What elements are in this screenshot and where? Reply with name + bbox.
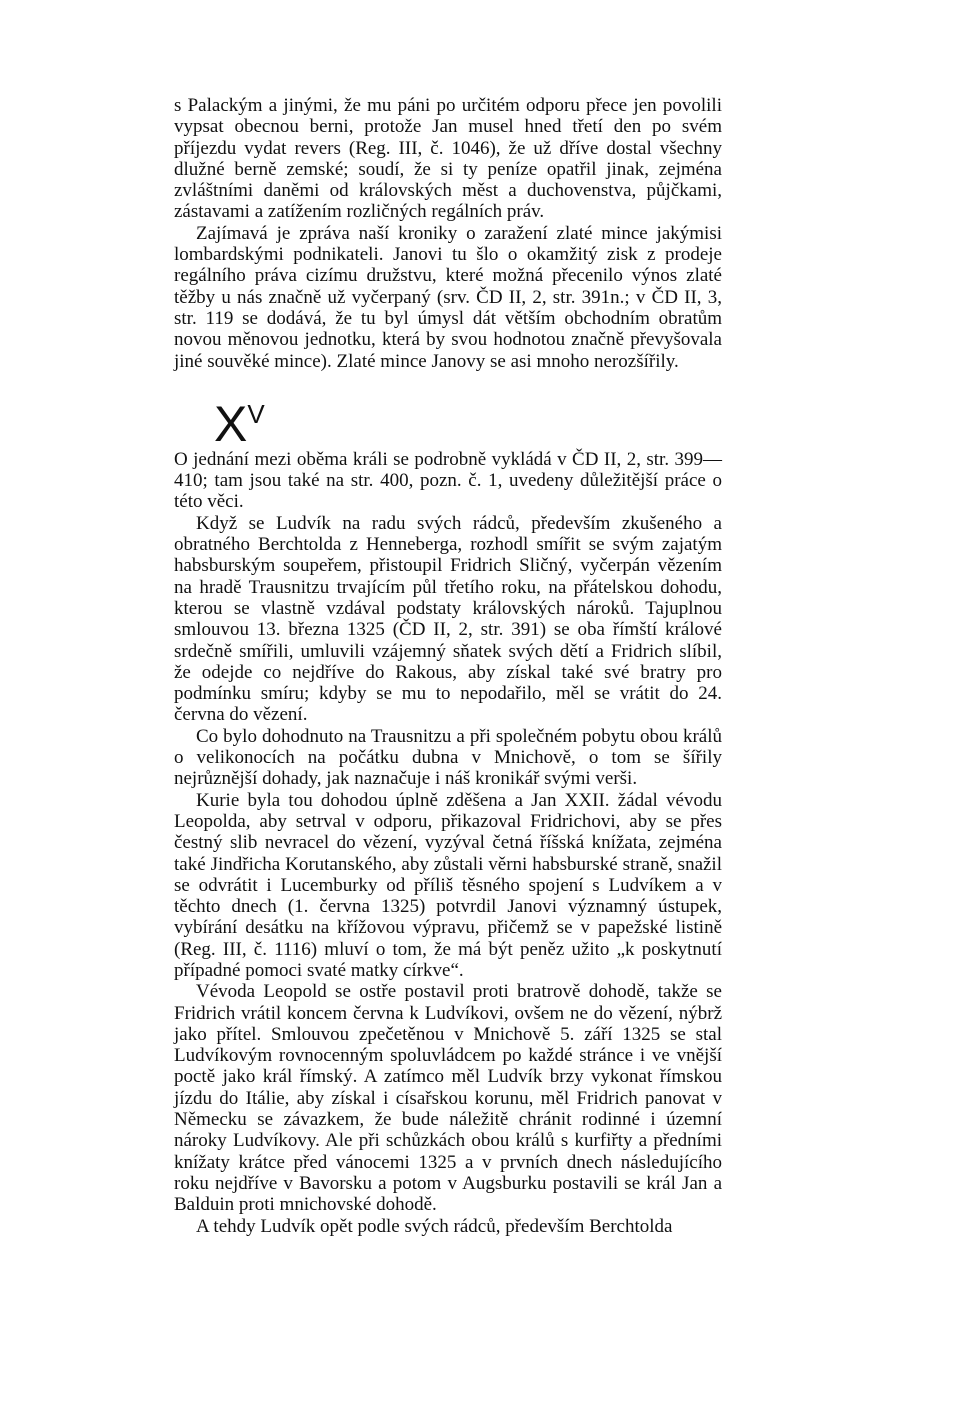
paragraph-trausnitz: Co bylo dohodnuto na Trausnitzu a při společném pobytu obou králů o velikonocích na počátku dubna v Mnichově, o tom se šířily nejrůznější dohady, jak naznačuje i náš kronikář svými verši. [174,725,722,790]
paragraph-gold-coin: Zajímavá je zpráva naší kroniky o zaražení zlaté mince jakýmisi lombardskými podnikateli. Janovi tu šlo o okamžitý zisk z prodeje regálního práva cizímu družstvu, které možná přecenilo výnos zlaté těžby u nás značně už vyčerpaný (srv. ČD II, 2, str. 391n.; v ČD II, 3, str. 119 se dodává, že tu byl úmysl dát větším obchodním obratům novou měnovou jednotku, která by svou hodnotou značně převyšovala jiné souvěké mince). Zlaté mince Janovy se asi mnoho nerozšířily. [174,222,722,372]
paragraph-ludvik-reconciliation: Když se Ludvík na radu svých rádců, především zkušeného a obratného Berchtolda z Henneberga, rozhodl smířit se svým zajatým habsburským soupeřem, přistoupil Fridrich Sličný, vyčerpán vězením na hradě Trausnitzu trvajícím půl třetího roku, na přátelskou dohodu, kterou se vlastně vzdával podstaty královských nároků. Tajuplnou smlouvou 13. března 1325 (ČD II, 2, str. 391) se oba římští králové srdečně smířili, umluvili vzájemný sňatek svých dětí a Fridrich slíbil, že odejde co nejdříve do Rakous, aby získal také své bratry pro podmínku smíru; kdyby se mu to nepodařilo, měl se vrátit do 24. června do vězení. [174,512,722,726]
paragraph-curia: Kurie byla tou dohodou úplně zděšena a Jan XXII. žádal vévodu Leopolda, aby setrval v odporu, přikazoval Fridrichovi, aby se přes čestný slib nevracel do vězení, vyzýval četná říšská knížata, zejména také Jindřicha Korutanského, aby zůstali věrni habsburské straně, snažil se odvrátit i Lucemburky od příliš těsného spojení s Ludvíkem a v těchto dnech (1. června 1325) potvrdil Janovi významný ústupek, vybírání desátku na křížovou výpravu, přičemž se v papežské listině (Reg. III, č. 1116) mluví o tom, že má být peněz užito „k poskytnutí případné pomoci svaté matky církve“. [174,789,722,981]
chapter-number-main: X [214,395,248,452]
chapter-number [214,389,265,452]
paragraph-continued: s Palackým a jinými, že mu páni po určitém odporu přece jen povolili vypsat obecnou berni, protože Jan musel hned třetí den po svém příjezdu vydat revers (Reg. III, č. 1046), že už dříve dostal všechny dlužné berně zemské; soudí, že si ty peníze opatřil jinak, zejména zvláštními daněmi od královských měst a duchovenstva, půjčkami, zástavami a zatížením rozličných regálních práv. [174,95,722,223]
paragraph-intro-note: O jednání mezi oběma králi se podrobně vykládá v ČD II, 2, str. 399—410; tam jsou také na str. 400, pozn. č. 1, uvedeny důležitější práce o této věci. [174,448,722,513]
paragraph-leopold: Vévoda Leopold se ostře postavil proti bratrově dohodě, takže se Fridrich vrátil koncem června k Ludvíkovi, ovšem ne do vězení, nýbrž jako přítel. Smlouvou zpečetěnou v Mnichově 5. září 1325 se stal Ludvíkovým rovnocenným spoluvládcem po každé stránce i ve vnější poctě jako král římský. A zatímco měl Ludvík brzy vykonat římskou jízdu do Itálie, aby získal i císařskou korunu, měl Fridrich panovat v Německu se závazkem, že bude náležitě chránit rodinné i územní nároky Ludvíkovy. Ale při schůzkách obou králů s kurfiřty a předními knížaty krátce před vánocemi 1325 a v prvních dnech následujícího roku nejdříve v Bavorsku a potom v Augsburku postavili se král Jan a Balduin proti mnichovské dohodě. [174,981,722,1216]
chapter-number-superscript: V [247,398,265,429]
book-page [174,95,722,1237]
paragraph-final-line: A tehdy Ludvík opět podle svých rádců, především Berchtolda [196,1215,673,1237]
chapter-heading [174,385,722,452]
